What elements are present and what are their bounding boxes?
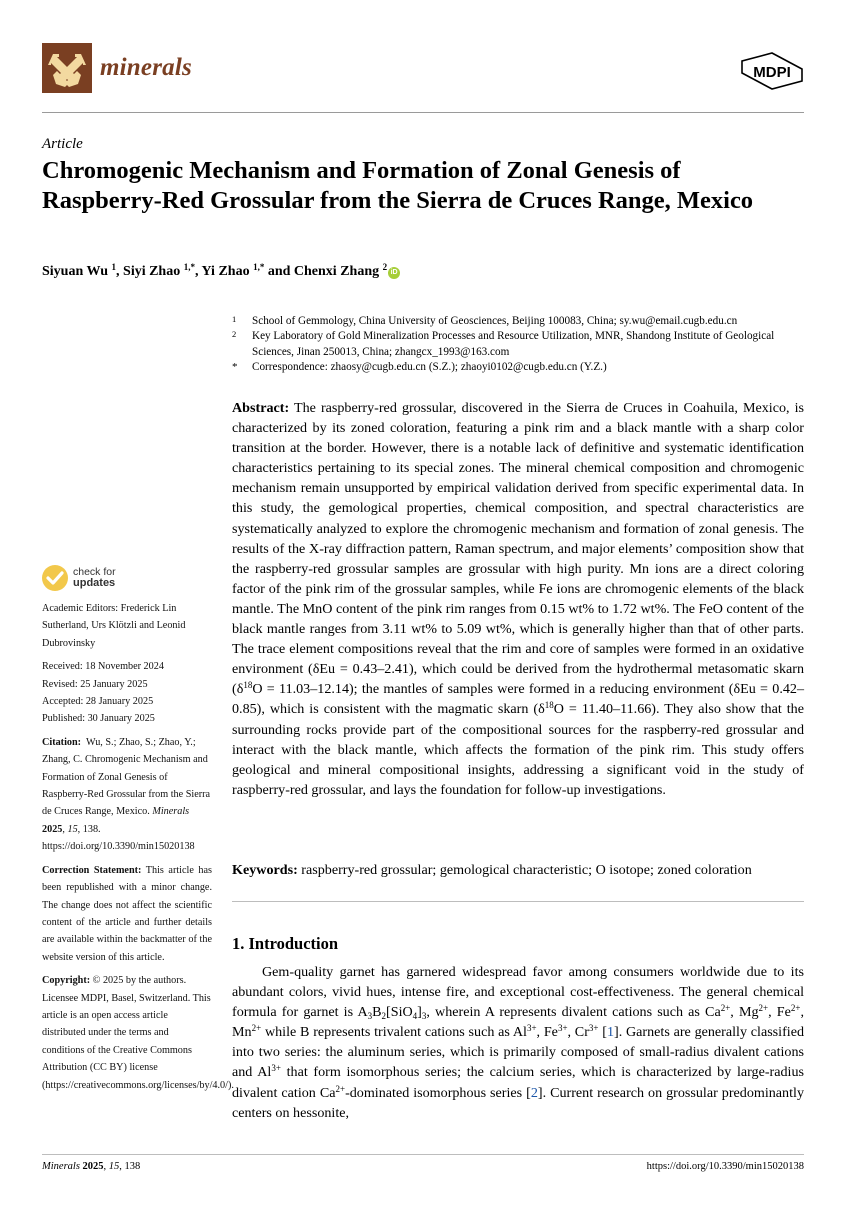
author-affil-mark: 1,*: [183, 262, 195, 272]
abstract: [232, 398, 804, 800]
affiliation-mark: *: [232, 360, 238, 373]
correspondence-text: Correspondence: zhaosy@cugb.edu.cn (S.Z.); zhaoyi0102@cugb.edu.cn (Y.Z.): [252, 360, 607, 373]
reference-link-1[interactable]: 1: [606, 1024, 614, 1041]
correction-text: This article has been republished with a minor change. The change does not affect the scientific content of the article and further details are available within the backmatter of the website version of this article.: [42, 864, 212, 963]
page-header: [42, 43, 804, 95]
journal-logo[interactable]: [42, 43, 192, 93]
correction-statement: [42, 862, 212, 966]
keywords: [232, 860, 804, 880]
affiliations: [232, 314, 807, 375]
affiliation-mark: 1: [232, 314, 237, 324]
date-published: Published: 30 January 2025: [42, 713, 155, 725]
isotope-superscript: 18: [544, 700, 554, 711]
author-separator: ,: [194, 264, 202, 279]
isotope-superscript: 18: [243, 680, 253, 691]
footer-divider: [42, 1154, 804, 1155]
affiliation-text: Key Laboratory of Gold Mineralization Processes and Resource Utilization, MNR, Shandong Institute of Geological Sciences, Jinan 250013, China; zhangcx_1993@163.com: [252, 330, 775, 358]
paragraph: Gem-quality garnet has garnered widespread favor among consumers worldwide due to its abundant colors, vivid hues, intense fire, and exceptional cost-effectiveness. The general chemical formula for garnet is $A_3B_2[SiO_4]_3$, wherein A represents divalent cations such as $Ca^{2+}$, $Mg^{2+}$, $Fe^{2+}$, $Mn^{2+}$ while B represents trivalent cations such as $Al^{3+}$, $Fe^{3+}$, $Cr^{3+}$ [1]. Garnets are generally classified into two series: the aluminum series, which is primarily composed of small-radius divalent cations and $Al^{3+}$ that form isomorphous series; the calcium series, which is characterized by large-radius divalent cation $Ca^{2+}$-dominated isomorphous series [2]. Current research on grossular predominantly centers on hessonite,: [232, 964, 804, 1121]
reference-link-2[interactable]: 2: [530, 1084, 538, 1101]
checkmark-icon: [42, 565, 68, 591]
check-updates-line2: updates: [73, 577, 116, 589]
author-name[interactable]: Yi Zhao: [201, 264, 250, 279]
affiliation-item: [232, 329, 807, 360]
date-accepted: Accepted: 28 January 2025: [42, 696, 154, 708]
author-affil-mark: 2: [382, 262, 388, 272]
footer-volume: 15: [108, 1161, 120, 1172]
abstract-text: The raspberry-red grossular, discovered in the Sierra de Cruces in Coahuila, Mexico, is characterized by its zoned coloration, featuring a pink rim and a black mantle with a sharp color transition at the border. However, there is a notable lack of definitive and systematic identification characteristics pertaining to its special zones. The mineral chemical composition and chromogenic mechanism remain unsupported by empirical validation derived from specific experimental data. In this study, the gemological properties, chemical composition, and spectral characteristics are systematically analyzed to explore the chromogenic mechanism and formation of zonal genesis. The results of the X-ray diffraction pattern, Raman spectrum, and major elements’ composition show that the raspberry-red grossular samples are grossular with high purity. Mn ions are a direct coloring factor of the pink rim of the grossular samples, while Fe ions are chromogenic elements of the black mantle. The MnO content of the pink rim ranges from 0.15 wt% to 1.72 wt%. The FeO content of the black mantle ranges from 3.11 wt% to 5.09 wt%, which is generally higher than that of other parts. The trace element compositions reveal that the rim and core of samples were formed in an oxidative environment (δEu = 0.43–2.41), which could be derived from the hydrothermal metasomatic skarn (δ: [232, 400, 804, 698]
date-revised: Revised: 25 January 2025: [42, 678, 148, 690]
author-affil-mark: 1: [111, 262, 117, 272]
citation-journal: Minerals: [152, 806, 190, 818]
footer-article-number: , 138: [119, 1161, 141, 1172]
header-divider: [42, 112, 804, 113]
mdpi-logo[interactable]: [740, 51, 804, 96]
citation-volume: 15: [67, 823, 78, 835]
footer-journal: Minerals: [42, 1161, 80, 1172]
correspondence-item: [232, 360, 807, 375]
citation-text: Wu, S.; Zhao, S.; Zhao, Y.; Zhang, C. Chromogenic Mechanism and Formation of Zonal Genesis of Raspberry-Red Grossular from the Sierra de Cruces Range, Mexico.: [42, 736, 211, 818]
article-title: Chromogenic Mechanism and Formation of Zonal Genesis of Raspberry-Red Grossular from the Sierra de Cruces Range, Mexico: [42, 157, 754, 214]
author-separator: ,: [116, 264, 124, 279]
citation: Citation: Wu, S.; Zhao, S.; Zhao, Y.; Zhang, C. Chromogenic Mechanism and Formation of Zonal Genesis of Raspberry-Red Grossular from the Sierra de Cruces Range, Mexico. Minerals 2025, 15, 138. https://doi.org/10.3390/min15020138: [42, 736, 211, 853]
author-separator: and: [264, 264, 294, 279]
author-name[interactable]: Siyi Zhao: [123, 264, 181, 279]
footer-doi-link[interactable]: https://doi.org/10.3390/min15020138: [646, 1161, 804, 1172]
copyright-label: Copyright:: [42, 975, 91, 987]
date-received: Received: 18 November 2024: [42, 661, 164, 673]
keywords-text: raspberry-red grossular; gemological characteristic; O isotope; zoned coloration: [301, 862, 752, 878]
section-heading-introduction: 1. Introduction: [232, 934, 339, 953]
article-type: Article: [42, 136, 83, 152]
abstract-text: O = 11.40–11.66). They also show that the surrounding rocks provide part of the compositional sources for the raspberry-red grossular and interact with the black mantle, which affects the formation of the pink rim. This study offers geological and mineral compositional insights, addressing a significant void in the study of raspberry-red grossular, and lays the foundation for follow-up investigations.: [232, 701, 804, 798]
affiliation-item: [232, 314, 807, 329]
affiliation-mark: 2: [232, 329, 237, 340]
abstract-label: Abstract:: [232, 400, 290, 416]
keywords-label: Keywords:: [232, 862, 298, 878]
crossed-shovels-icon: [42, 43, 92, 93]
copyright-text: © 2025 by the authors. Licensee MDPI, Basel, Switzerland. This article is an open access article distributed under the terms and conditions of the Creative Commons Attribution (CC BY) license (https://creativecommons.org/licenses/by/4.0/).: [42, 975, 234, 1091]
article-dates: [42, 658, 212, 728]
abstract-divider: [232, 901, 804, 902]
author-list: [42, 262, 400, 280]
copyright-notice: [42, 972, 234, 1094]
introduction-body: [232, 962, 804, 1123]
footer-year: 2025: [82, 1161, 104, 1172]
author-name[interactable]: Siyuan Wu: [42, 264, 109, 279]
author-affil-mark: 1,*: [253, 262, 265, 272]
check-updates-line1: check for: [73, 566, 116, 578]
citation-label: Citation:: [42, 736, 82, 748]
author-name[interactable]: Chenxi Zhang: [293, 264, 380, 279]
affiliation-text: School of Gemmology, China University of Geosciences, Beijing 100083, China; sy.wu@email.cugb.edu.cn: [252, 315, 738, 327]
article-sidebar: [42, 562, 234, 1100]
citation-year: 2025: [42, 823, 63, 835]
orcid-icon[interactable]: iD: [388, 267, 400, 279]
footer-citation: Minerals 2025, 15, 138: [42, 1161, 141, 1172]
academic-editors: Academic Editors: Frederick Lin Sutherland, Urs Klötzli and Leonid Dubrovinsky: [42, 603, 186, 649]
journal-name: minerals: [100, 54, 192, 81]
citation-doi-link[interactable]: , 138. https://doi.org/10.3390/min15020138: [42, 823, 195, 853]
abstract-text: O = 11.03–12.14); the mantles of samples were formed in a reducing environment (δEu = 0.42–0.85), which is consistent with the magmatic skarn (δ: [232, 681, 804, 718]
check-for-updates-button[interactable]: [42, 562, 212, 594]
svg-text:MDPI: MDPI: [753, 64, 791, 81]
correction-label: Correction Statement:: [42, 864, 142, 876]
